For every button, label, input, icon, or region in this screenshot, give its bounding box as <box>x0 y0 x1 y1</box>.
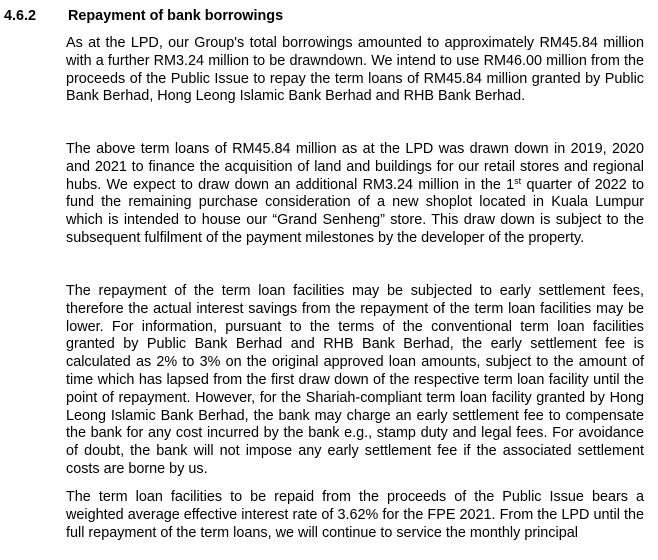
paragraph-text-part: The above term loans of RM45.84 million as at the LPD was drawn down in 2019, 2020 and 2021 to finance the acquisition of land and buildings for our retail stores and regional hubs. We expect to draw down an additional RM3.24 million in the 1 <box>66 141 644 193</box>
paragraph-interest-rate: The term loan facilities to be repaid from the proceeds of the Public Issue bears a weighted average effective interest rate of 3.62% for the FPE 2021. From the LPD until the full repayment of the term loans, we will continue to service the monthly principal <box>66 489 644 541</box>
section-title: Repayment of bank borrowings <box>68 8 284 24</box>
paragraph-early-settlement-fees: The repayment of the term loan facilities may be subjected to early settlement fees, therefore the actual interest savings from the repayment of the term loan facilities may be lower. For information, pursuant to the terms of the conventional term loan facilities granted by Public Bank Berhad and RHB Bank Berhad, the early settlement fee is calculated as 2% to 3% on the original approved loan amounts, subject to the amount of time which has lapsed from the first draw down of the respective term loan facility until the point of repayment. However, for the Shariah-compliant term loan facility granted by Hong Leong Islamic Bank Berhad, the bank may charge an early settlement fee to compensate the bank for any cost incurred by the bank e.g., stamp duty and legal fees. For avoidance of doubt, the bank will not impose any early settlement fee if the associated settlement costs are borne by us. <box>66 283 644 477</box>
ordinal-superscript: st <box>514 175 522 186</box>
section-number: 4.6.2 <box>4 8 37 24</box>
paragraph-term-loans-drawdown <box>66 141 644 248</box>
paragraph-text-part: quarter of 2022 to fund the remaining purchase consideration of a new shoplot located in Kuala Lumpur which is intended to house our “Grand Senheng” store. This draw down is subject to the subsequent fulfilment of the payment milestones by the developer of the property. <box>66 176 644 246</box>
section-heading <box>0 6 658 26</box>
paragraph-borrowings-overview: As at the LPD, our Group's total borrowings amounted to approximately RM45.84 million with a further RM3.24 million to be drawndown. We intend to use RM46.00 million from the proceeds of the Public Issue to repay the term loans of RM45.84 million granted by Public Bank Berhad, Hong Leong Islamic Bank Berhad and RHB Bank Berhad. <box>66 35 644 105</box>
